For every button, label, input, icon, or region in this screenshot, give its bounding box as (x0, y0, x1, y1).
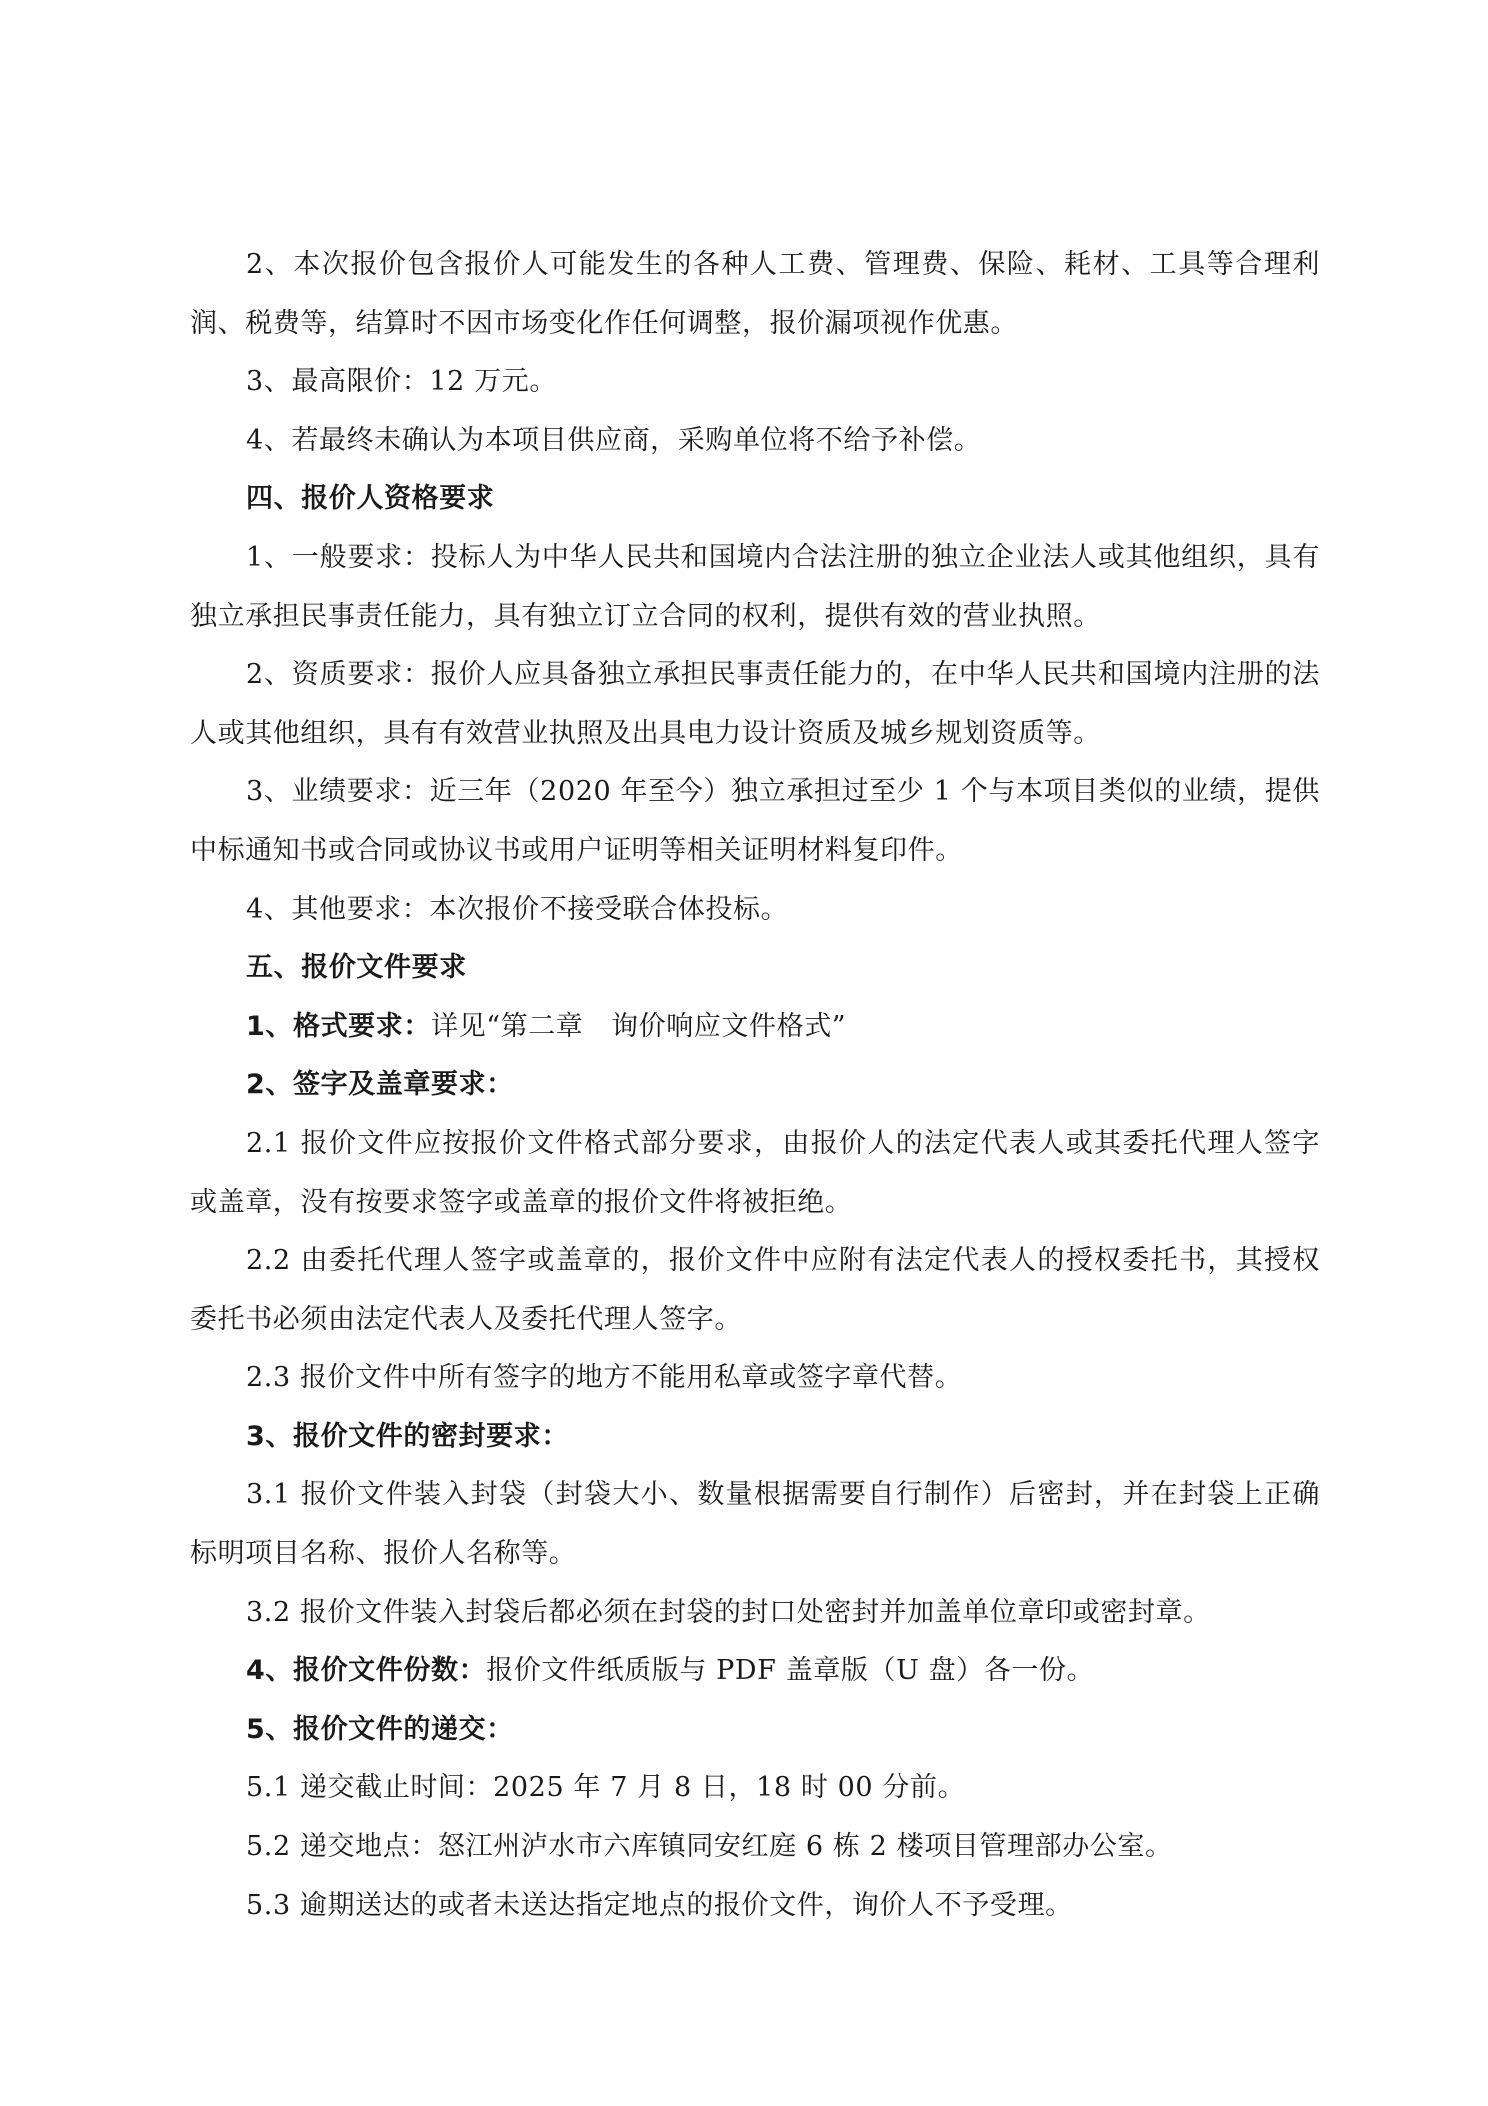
paragraph-copies (190, 1642, 1320, 1701)
format-requirement-label: 1、格式要求： (246, 1010, 431, 1042)
paragraph-location: 5.2 递交地点：怒江州泸水市六库镇同安红庭 6 栋 2 楼项目管理部办公室。 (246, 1831, 1173, 1863)
paragraph-format-requirement (190, 998, 1320, 1057)
document-body (190, 236, 1320, 1935)
paragraph-deadline: 5.1 递交截止时间：2025 年 7 月 8 日，18 时 00 分前。 (246, 1772, 966, 1804)
paragraph-signature-2-2: 2.2 由委托代理人签字或盖章的，报价文件中应附有法定代表人的授权委托书，其授权委托书必须由法定代表人及委托代理人签字。 (190, 1245, 1320, 1335)
section-heading-qualification: 四、报价人资格要求 (246, 483, 495, 515)
paragraph-pricing-scope: 2、本次报价包含报价人可能发生的各种人工费、管理费、保险、耗材、工具等合理利润、税费等，结算时不因市场变化作任何调整，报价漏项视作优惠。 (190, 249, 1320, 339)
copies-text: 报价文件纸质版与 PDF 盖章版（U 盘）各一份。 (486, 1655, 1095, 1687)
paragraph-no-compensation: 4、若最终未确认为本项目供应商，采购单位将不给予补偿。 (246, 424, 982, 456)
format-requirement-text: 详见“第二章 询价响应文件格式” (431, 1010, 847, 1042)
paragraph-late-submission: 5.3 逾期送达的或者未送达指定地点的报价文件，询价人不予受理。 (246, 1889, 1073, 1921)
paragraph-qualification-requirement: 2、资质要求：报价人应具备独立承担民事责任能力的，在中华人民共和国境内注册的法人或其他组织，具有有效营业执照及出具电力设计资质及城乡规划资质等。 (190, 659, 1320, 749)
paragraph-sealing-3-1: 3.1 报价文件装入封袋（封袋大小、数量根据需要自行制作）后密封，并在封袋上正确标明项目名称、报价人名称等。 (190, 1479, 1320, 1570)
paragraph-max-price: 3、最高限价：12 万元。 (246, 366, 557, 398)
paragraph-performance-requirement: 3、业绩要求：近三年（2020 年至今）独立承担过至少 1 个与本项目类似的业绩，提供中标通知书或合同或协议书或用户证明等相关证明材料复印件。 (190, 776, 1320, 866)
subheading-submission: 5、报价文件的递交： (246, 1713, 514, 1745)
section-heading-document-requirements: 五、报价文件要求 (246, 952, 467, 984)
subheading-sealing-requirement: 3、报价文件的密封要求： (246, 1420, 569, 1452)
paragraph-sealing-3-2: 3.2 报价文件装入封袋后都必须在封袋的封口处密封并加盖单位章印或密封章。 (246, 1596, 1211, 1628)
paragraph-signature-2-1: 2.1 报价文件应按报价文件格式部分要求，由报价人的法定代表人或其委托代理人签字或盖章，没有按要求签字或盖章的报价文件将被拒绝。 (190, 1127, 1320, 1218)
paragraph-general-requirement: 1、一般要求：投标人为中华人民共和国境内合法注册的独立企业法人或其他组织，具有独立承担民事责任能力，具有独立订立合同的权利，提供有效的营业执照。 (190, 541, 1320, 632)
paragraph-other-requirement: 4、其他要求：本次报价不接受联合体投标。 (246, 893, 789, 925)
paragraph-signature-2-3: 2.3 报价文件中所有签字的地方不能用私章或签字章代替。 (246, 1362, 963, 1394)
subheading-signature-requirement: 2、签字及盖章要求： (246, 1069, 514, 1101)
copies-label: 4、报价文件份数： (246, 1655, 487, 1687)
